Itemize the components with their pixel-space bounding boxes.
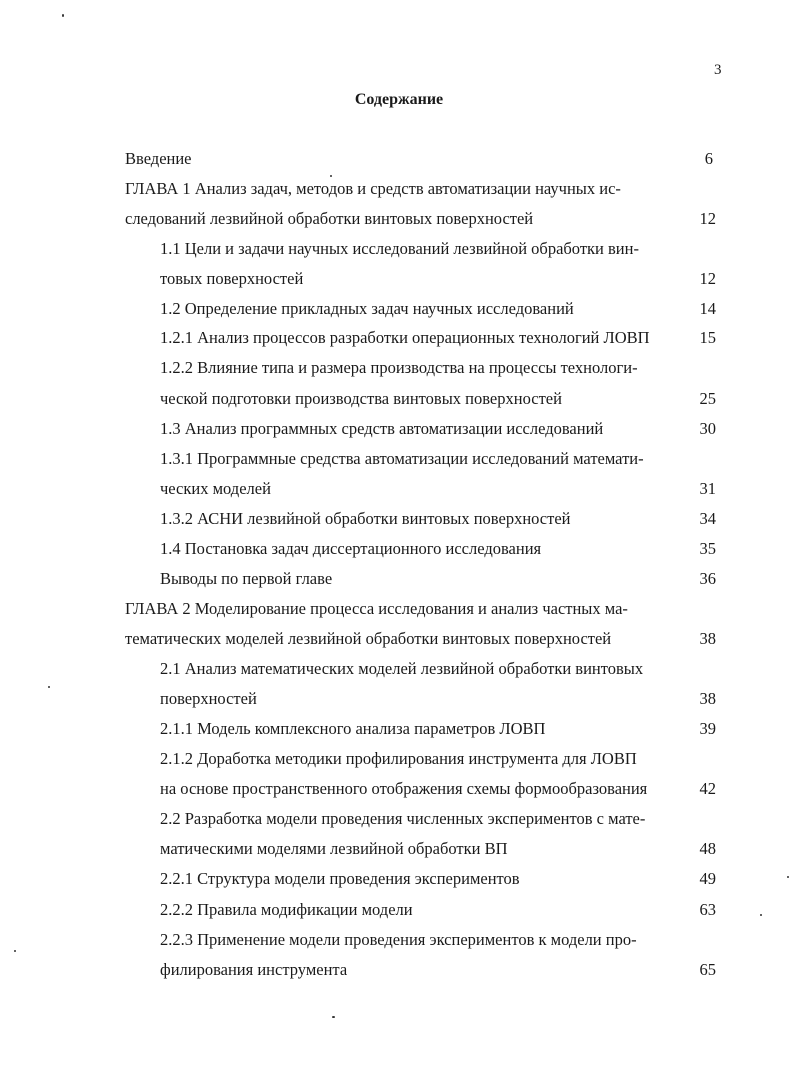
toc-entry-text: ческой подготовки производства винтовых поверхностей [160, 389, 562, 408]
toc-entry-text: Выводы по первой главе [160, 569, 333, 588]
scan-speck [330, 175, 332, 177]
toc-entry-page: 30 [699, 419, 716, 438]
toc-entry-page: 38 [699, 689, 716, 708]
scan-speck [332, 1016, 335, 1018]
scan-speck [62, 14, 64, 17]
toc-entry-page: 6 [704, 149, 713, 168]
toc-entry-text: 2.1.2 Доработка методики профилирования инструмента для ЛОВП [160, 749, 637, 768]
toc-entry-text: 1.3.1 Программные средства автоматизации исследований математи- [160, 449, 644, 468]
toc-entry-text: поверхностей [160, 689, 257, 708]
toc-entry-text: матическими моделями лезвийной обработки ВП [160, 839, 508, 858]
toc-entry-page: 12 [699, 209, 716, 228]
toc-entry-text: ГЛАВА 2 Моделирование процесса исследования и анализ частных ма- [125, 599, 628, 618]
toc-entry-page: 36 [699, 569, 716, 588]
toc-entry-page: 42 [699, 779, 716, 798]
toc-entry-text: 2.2.1 Структура модели проведения экспериментов [160, 869, 520, 888]
toc-entry-text: 1.2 Определение прикладных задач научных исследований [160, 299, 574, 318]
toc-entry-page: 49 [699, 869, 716, 888]
toc-entry-text: 1.1 Цели и задачи научных исследований лезвийной обработки вин- [160, 239, 639, 258]
toc-entry-text: ГЛАВА 1 Анализ задач, методов и средств автоматизации научных ис- [125, 179, 621, 198]
toc-entry-text: 2.2 Разработка модели проведения численных экспериментов с мате- [160, 809, 646, 828]
toc-entry-text: 1.3.2 АСНИ лезвийной обработки винтовых поверхностей [160, 509, 571, 528]
toc-entry-text: 1.3 Анализ программных средств автоматизации исследований [160, 419, 604, 438]
toc-entry-page: 15 [699, 328, 716, 347]
toc-entry-page: 25 [699, 389, 716, 408]
toc-entry-page: 34 [699, 509, 716, 528]
scan-speck [48, 686, 50, 688]
toc-entry-page: 38 [699, 629, 716, 648]
toc-entry-text: 2.2.2 Правила модификации модели [160, 900, 413, 919]
scan-speck [760, 914, 762, 916]
page-title: Содержание [354, 91, 444, 108]
toc-entry-text: тематических моделей лезвийной обработки винтовых поверхностей [125, 629, 612, 648]
toc-entry-page: 65 [699, 960, 716, 979]
toc-entry-text: 1.4 Постановка задач диссертационного исследования [160, 539, 542, 558]
toc-entry-text: 2.1 Анализ математических моделей лезвийной обработки винтовых [160, 659, 644, 678]
toc-entry-page: 48 [699, 839, 716, 858]
toc-entry-text: 1.2.2 Влияние типа и размера производства на процессы технологи- [160, 358, 638, 377]
toc-entry-text: ческих моделей [160, 479, 271, 498]
toc-entry-text: 2.2.3 Применение модели проведения экспериментов к модели про- [160, 930, 637, 949]
scan-speck [14, 950, 16, 952]
scan-speck [787, 876, 789, 878]
page-number: 3 [714, 62, 722, 78]
toc-entry-text: 2.1.1 Модель комплексного анализа параметров ЛОВП [160, 719, 546, 738]
toc-entry-page: 31 [699, 479, 716, 498]
toc-entry-text: следований лезвийной обработки винтовых поверхностей [125, 209, 534, 228]
toc-entry-text: 1.2.1 Анализ процессов разработки операционных технологий ЛОВП [160, 328, 650, 347]
toc-entry-page: 14 [699, 299, 716, 318]
toc-entry-text: Введение [125, 149, 192, 168]
toc-entry-text: товых поверхностей [160, 269, 304, 288]
toc-entry-text: филирования инструмента [160, 960, 348, 979]
toc-entry-page: 12 [699, 269, 716, 288]
toc-entry-page: 63 [699, 900, 716, 919]
toc-entry-page: 35 [699, 539, 716, 558]
toc-entry-page: 39 [699, 719, 716, 738]
toc-entry-text: на основе пространственного отображения схемы формообразования [160, 779, 648, 798]
